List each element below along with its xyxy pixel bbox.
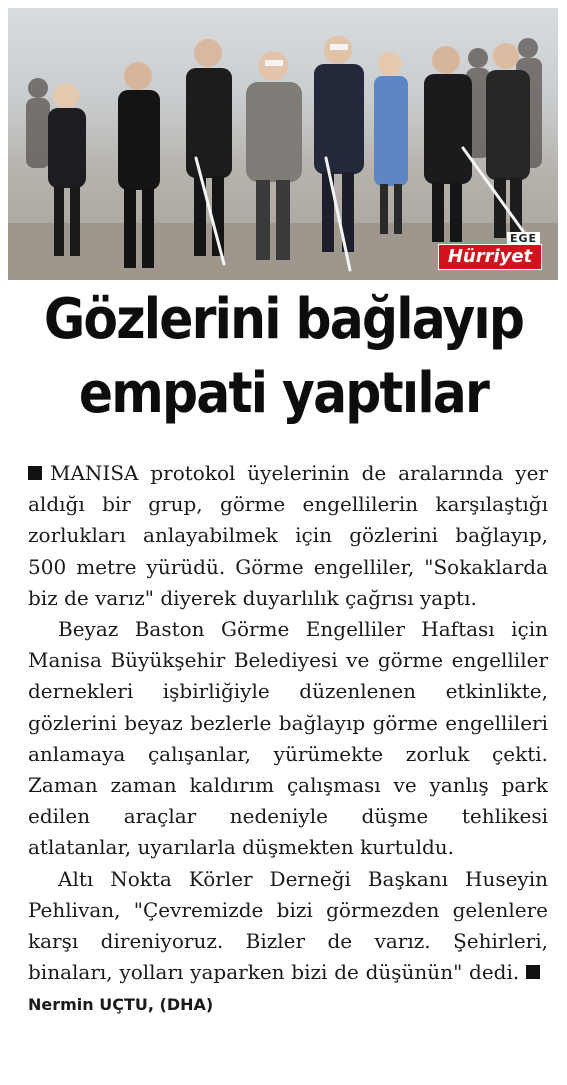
paragraph-3	[28, 864, 548, 1021]
byline: Nermin UÇTU, (DHA)	[28, 995, 214, 1015]
bullet-square-icon	[526, 965, 540, 979]
paragraph-1-text: MANISA protokol üyelerinin de aralarında yer aldığı bir grup, görme engellilerin karşılaştığı zorlukları anlayabilmek için gözlerini bağlayıp, 500 metre yürüdü. Görme engelliler, "Sokaklarda biz de varız" diyerek duyarlılık çağrısı yaptı.	[28, 461, 548, 610]
paragraph-3-text: Altı Nokta Körler Derneği Başkanı Huseyin Pehlivan, "Çevremizde bizi görmezden gelenlere karşı direniyoruz. Bizler de varız. Şehirleri, binaları, yolları yaparken bizi de düşünün" dedi.	[28, 866, 548, 985]
news-photo	[8, 8, 558, 280]
hurriyet-logo	[438, 234, 542, 270]
paragraph-2: Beyaz Baston Görme Engelliler Haftası için Manisa Büyükşehir Belediyesi ve görme engelliler dernekleri işbirliğiyle düzenlenen etkinlikte, gözlerini beyaz bezlerle bağlayıp görme engellileri anlamaya çalışanlar, yürümekte zorluk çekti. Zaman zaman kaldırım çalışması ve yanlış park edilen araçlar nedeniyle düşme tehlikesi atlatanlar, uyarılarla düşmekten kurtuldu.	[28, 617, 548, 860]
article-body	[28, 458, 548, 1021]
headline	[0, 283, 567, 431]
logo-region: EGE	[507, 232, 540, 245]
headline-line-1: Gözlerini bağlayıp	[43, 287, 524, 352]
logo-wordmark: Hürriyet	[438, 244, 542, 270]
paragraph-1	[28, 458, 548, 614]
headline-line-2: empati yaptılar	[78, 361, 489, 426]
bullet-square-icon	[28, 466, 42, 480]
